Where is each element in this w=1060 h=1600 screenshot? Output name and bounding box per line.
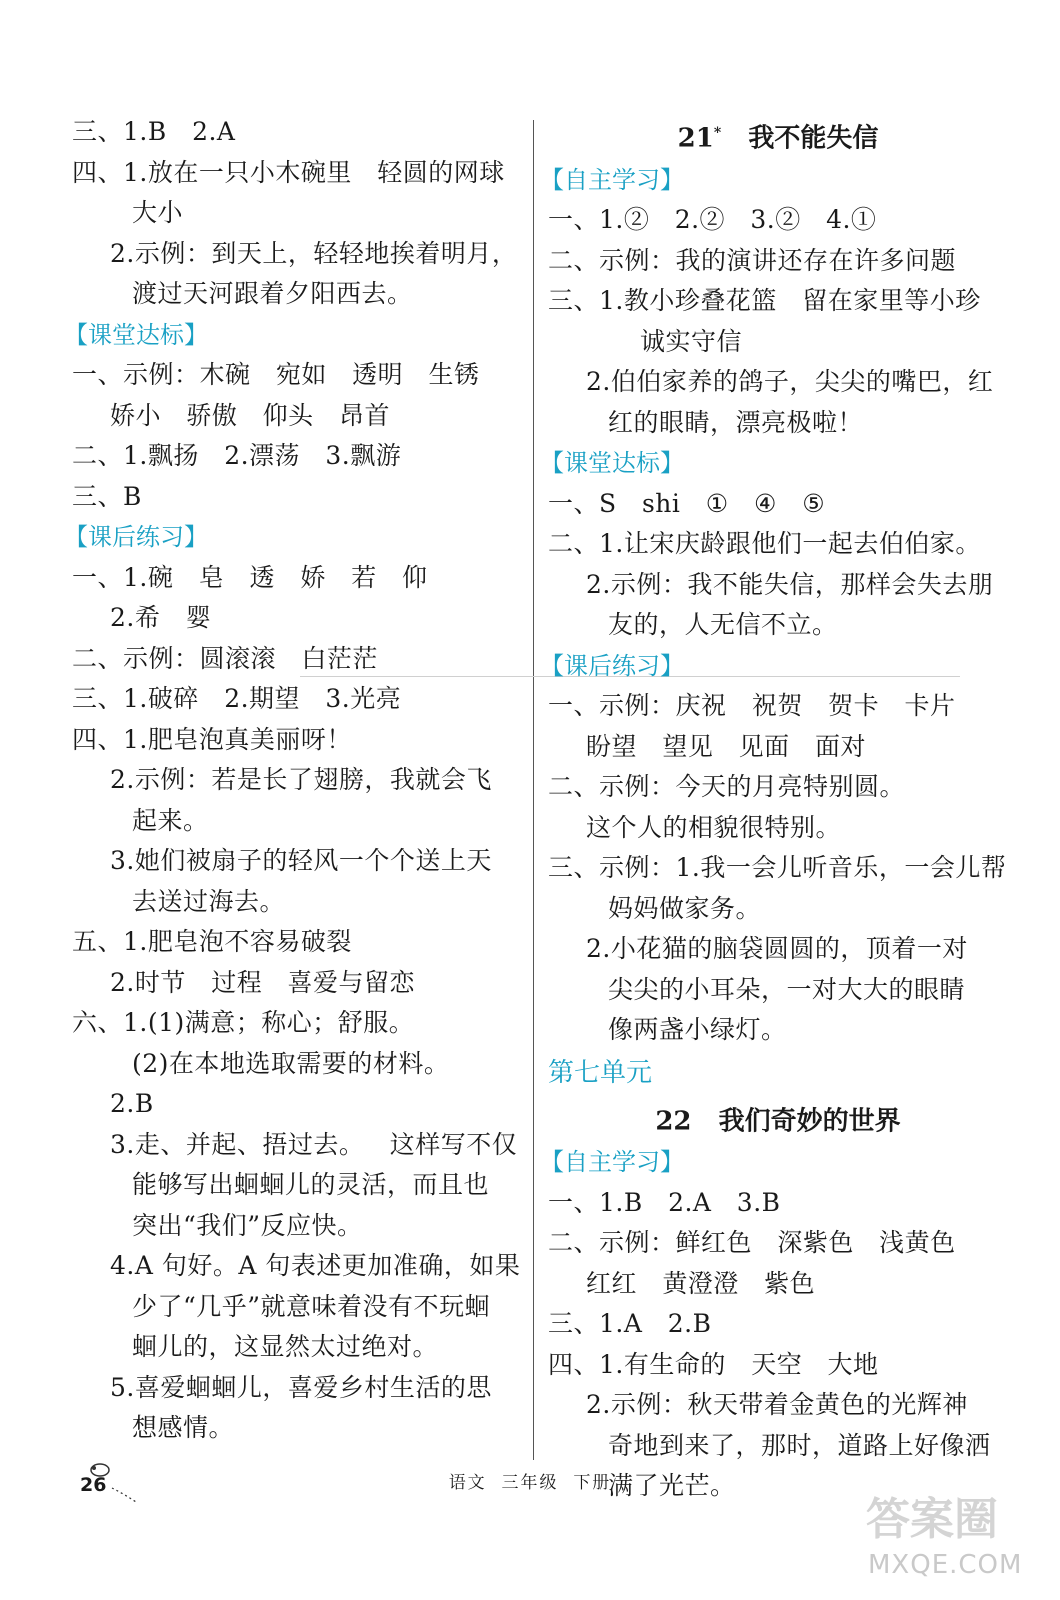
answer-line: 突出“我们”反应快。 <box>132 1210 363 1240</box>
lesson-number: 21 <box>677 123 714 154</box>
lesson-mark: * <box>713 125 722 141</box>
answer-line: 五、1.肥皂泡不容易破裂 <box>72 927 352 956</box>
lesson-number: 22 <box>655 1106 692 1137</box>
watermark <box>862 1488 1042 1588</box>
answer-line: 能够写出蛔蛔儿的灵活，而且也 <box>132 1170 490 1199</box>
answer-line: 2.伯伯家养的鸽子，尖尖的嘴巴，红 <box>586 367 994 397</box>
answer-line: 2.示例：我不能失信，那样会失去朋 <box>586 569 994 599</box>
answer-line: 尖尖的小耳朵，一对大大的眼睛 <box>608 974 966 1004</box>
section-heading: 【自主学习】 <box>540 165 684 194</box>
answer-line: 2.时节 过程 喜爱与留恋 <box>110 967 416 997</box>
answer-line: 起来。 <box>132 805 209 835</box>
answer-line: 三、示例：1.我一会儿听音乐，一会儿帮 <box>548 853 1007 883</box>
answer-line: 2.示例：若是长了翅膀，我就会飞 <box>110 765 492 794</box>
answer-line: 红的眼睛，漂亮极啦！ <box>608 407 864 437</box>
answer-line: (2)在本地选取需要的材料。 <box>132 1048 450 1078</box>
answer-line: 3.走、并起、捂过去。 这样写不仅 <box>110 1129 518 1159</box>
answer-line: 二、示例：今天的月亮特别圆。 <box>548 772 906 802</box>
section-heading: 【自主学习】 <box>540 1148 684 1177</box>
watermark-logo-icon <box>862 1488 1042 1548</box>
answer-line: 一、1.② 2.② 3.② 4.① <box>548 205 877 235</box>
section-heading: 【课堂达标】 <box>540 449 684 478</box>
section-heading: 【课后练习】 <box>64 523 208 551</box>
answer-line: 友的，人无信不立。 <box>608 610 838 640</box>
answer-line: 4.A 句好。A 句表述更加准确，如果 <box>110 1251 521 1280</box>
footer-grade: 三年级 <box>501 1473 559 1493</box>
answer-line: 诚实守信 <box>640 326 743 356</box>
footer-subject: 语文 <box>448 1473 487 1493</box>
answer-line: 3.她们被扇子的轻风一个个送上天 <box>110 846 492 875</box>
section-heading: 【课后练习】 <box>540 651 684 680</box>
answer-line: 三、1.破碎 2.期望 3.光亮 <box>72 684 402 713</box>
page-number: 26 <box>80 1474 107 1496</box>
unit-heading: 第七单元 <box>548 1057 653 1088</box>
answer-line: 2.B <box>110 1089 154 1118</box>
answer-line: 六、1.(1)满意；称心；舒服。 <box>72 1008 415 1037</box>
answer-line: 一、S shi ① ④ ⑤ <box>548 488 826 518</box>
answer-line: 一、1.B 2.A 3.B <box>548 1187 781 1217</box>
answer-line: 去送过海去。 <box>132 886 286 916</box>
left-column <box>64 112 522 1449</box>
answer-line: 四、1.肥皂泡真美丽呀！ <box>72 724 352 754</box>
watermark-text: MXQE.COM <box>868 1550 1023 1580</box>
answer-line: 三、1.教小珍叠花篮 留在家里等小珍 <box>548 286 981 316</box>
watermark-logo-text: 答案圈 <box>866 1494 998 1545</box>
answer-line: 二、1.让宋庆龄跟他们一起去伯伯家。 <box>548 529 981 559</box>
footer-volume: 下册 <box>573 1473 612 1493</box>
answer-line: 像两盏小绿灯。 <box>608 1015 787 1045</box>
lesson-title <box>548 112 1008 160</box>
right-column <box>540 112 1008 1507</box>
answer-line: 满了光芒。 <box>608 1471 736 1501</box>
answer-line: 奇地到来了，那时，道路上好像洒 <box>608 1430 991 1460</box>
answer-line: 妈妈做家务。 <box>608 893 762 923</box>
answer-line: 想感情。 <box>132 1413 235 1442</box>
answer-line: 四、1.有生命的 天空 大地 <box>548 1349 879 1379</box>
answer-line: 2.示例：秋天带着金黄色的光辉神 <box>586 1390 968 1420</box>
answer-line: 一、示例：庆祝 祝贺 贺卡 卡片 <box>548 691 956 721</box>
answer-line: 三、1.A 2.B <box>548 1309 712 1339</box>
answer-line: 5.喜爱蛔蛔儿，喜爱乡村生活的思 <box>110 1372 492 1402</box>
answer-line: 一、1.碗 皂 透 娇 若 仰 <box>72 562 428 592</box>
answer-line: 三、B <box>72 481 142 511</box>
answer-line: 二、示例：我的演讲还存在许多问题 <box>548 245 957 275</box>
column-divider <box>533 120 534 1460</box>
answer-line: 大小 <box>132 198 184 227</box>
answer-line: 蛔儿的，这显然太过绝对。 <box>132 1332 439 1361</box>
answer-line: 二、示例：圆滚滚 白茫茫 <box>72 643 378 673</box>
lesson-title-text: 我们奇妙的世界 <box>718 1106 901 1137</box>
answer-line: 2.希 婴 <box>110 603 212 632</box>
answer-line: 2.小花猫的脑袋圆圆的，顶着一对 <box>586 934 968 964</box>
answer-line: 四、1.放在一只小木碗里 轻圆的网球 <box>72 157 505 187</box>
lesson-title <box>548 1095 1008 1143</box>
answer-line: 盼望 望见 见面 面对 <box>586 731 867 761</box>
answer-line: 娇小 骄傲 仰头 昂首 <box>110 400 391 430</box>
answer-line: 2.示例：到天上，轻轻地挨着明月， <box>110 238 518 268</box>
answer-line: 这个人的相貌很特别。 <box>586 812 842 842</box>
answer-line: 三、1.B 2.A <box>72 117 236 146</box>
answer-line: 红红 黄澄澄 紫色 <box>586 1268 816 1298</box>
answer-line: 渡过天河跟着夕阳西去。 <box>132 279 413 308</box>
lesson-title-text: 我不能失信 <box>748 123 879 154</box>
answer-line: 二、示例：鲜红色 深紫色 浅黄色 <box>548 1228 956 1258</box>
section-heading: 【课堂达标】 <box>64 320 208 349</box>
answer-line: 一、示例：木碗 宛如 透明 生锈 <box>72 360 480 389</box>
answer-line: 少了“几乎”就意味着没有不玩蛔 <box>132 1291 491 1321</box>
answer-line: 二、1.飘扬 2.漂荡 3.飘游 <box>72 441 402 470</box>
